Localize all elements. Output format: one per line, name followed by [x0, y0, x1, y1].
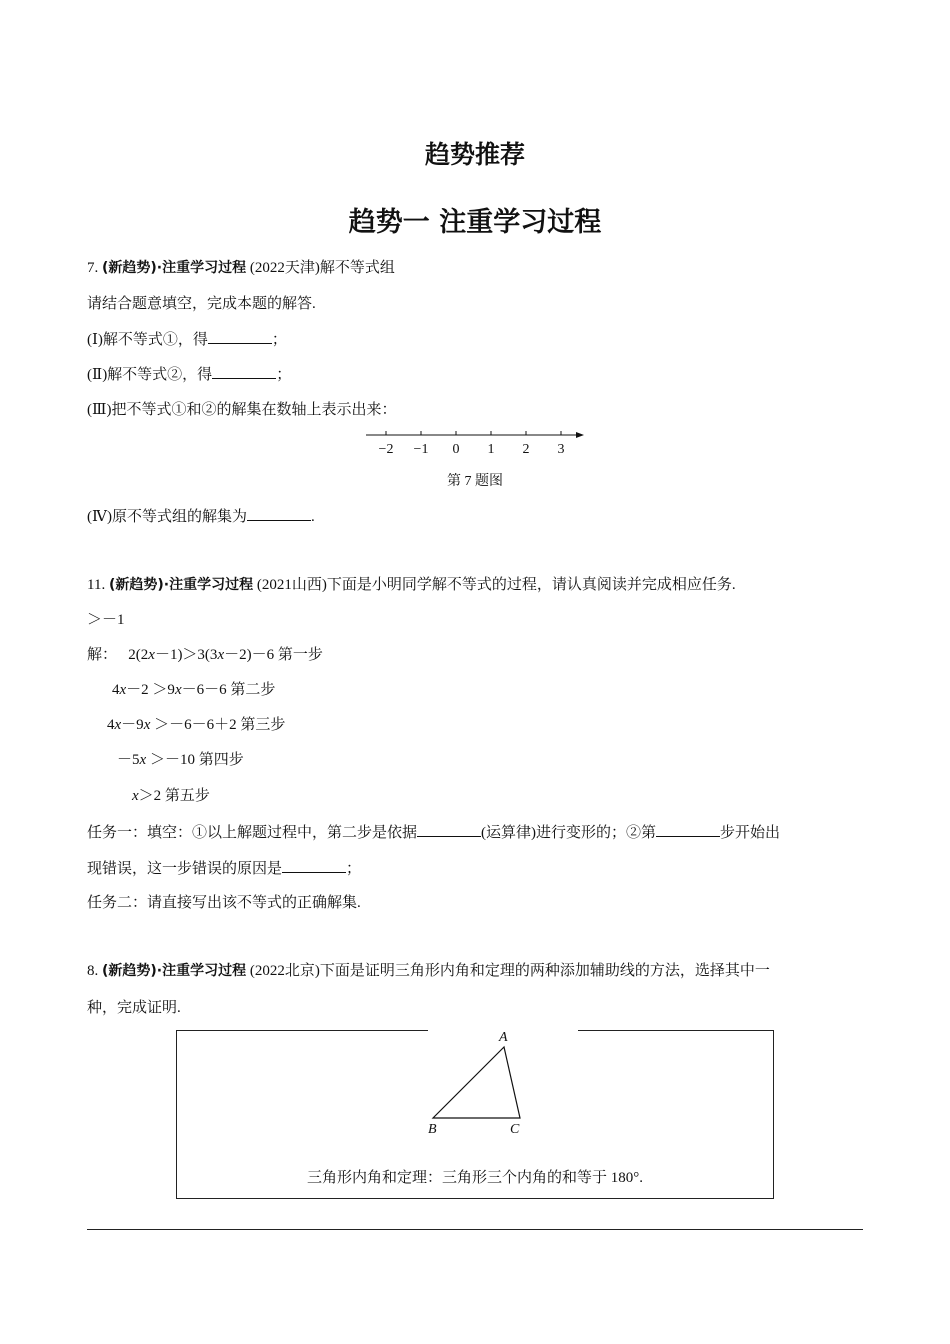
variable: x — [139, 752, 147, 768]
variable: x — [217, 647, 225, 663]
q7-part2-suffix: ； — [276, 367, 292, 383]
q11-source: (2021山西) — [256, 577, 327, 593]
theorem-statement: 三角形内角和定理：三角形三个内角的和等于 180°. — [306, 1170, 643, 1186]
step-text: 2(2 — [128, 647, 149, 663]
section-title: 趋势一 注重学习过程 — [348, 207, 602, 238]
task-1-text: 现错误，这一步错误的原因是 — [87, 861, 283, 877]
variable: x — [114, 717, 122, 733]
task-1-text: (运算律)进行变形的；②第 — [481, 825, 657, 841]
q11-heading — [87, 575, 736, 595]
q8-prompt-continued: 种，完成证明. — [87, 1000, 181, 1016]
solve-label: 解： — [87, 647, 118, 663]
variable: x — [119, 682, 127, 698]
q7-number: 7. — [87, 260, 99, 276]
vertex-c-label: C — [510, 1122, 520, 1137]
vertex-b-label: B — [428, 1122, 437, 1137]
answer-blank[interactable] — [247, 506, 311, 521]
solution-step-5 — [132, 786, 210, 806]
number-line-tick-label: −2 — [378, 442, 394, 457]
solution-step-1 — [87, 645, 323, 665]
q7-tag: (新趋势)·注重学习过程 — [102, 260, 247, 276]
q7-part1 — [87, 329, 287, 350]
number-line-tick-label: 2 — [522, 442, 530, 457]
q11-tag: (新趋势)·注重学习过程 — [108, 577, 254, 593]
task-1-text: 任务一：填空：①以上解题过程中，第二步是依据 — [87, 825, 418, 841]
task-1-line-2 — [87, 858, 361, 879]
step-text: －6－6 第二步 — [181, 682, 276, 698]
page-rule — [87, 1229, 863, 1230]
q7-part2 — [87, 364, 291, 385]
answer-blank[interactable] — [417, 822, 481, 837]
step-text: ＞－10 第四步 — [146, 752, 244, 768]
answer-blank[interactable] — [208, 329, 272, 344]
answer-blank[interactable] — [212, 364, 276, 379]
number-line-tick-label: 1 — [487, 442, 495, 457]
q7-part2-text: (Ⅱ)解不等式②，得 — [87, 367, 213, 383]
answer-blank[interactable] — [656, 822, 720, 837]
q8-source: (2022北京) — [249, 963, 320, 979]
task-1-text: ； — [346, 861, 362, 877]
q7-source: (2022天津) — [249, 260, 320, 276]
figure-caption: 第 7 题图 — [447, 474, 503, 489]
vertex-a-label: A — [499, 1030, 508, 1045]
step-text: 4 — [112, 682, 120, 698]
step-text: －1)＞3(3 — [154, 647, 218, 663]
variable: x — [132, 788, 139, 804]
step-text: －5 — [117, 752, 140, 768]
step-text: －2)－6 第一步 — [224, 647, 323, 663]
q7-part1-suffix: ； — [271, 332, 287, 348]
q7-part4-text: (Ⅳ)原不等式组的解集为 — [87, 509, 247, 525]
task-1-text: 步开始出 — [720, 825, 781, 841]
q8-tag: (新趋势)·注重学习过程 — [102, 963, 247, 979]
variable: x — [148, 647, 155, 663]
q7-part4-suffix: . — [310, 509, 315, 525]
number-line-arrow — [576, 432, 584, 438]
q7-part1-text: (Ⅰ)解不等式①，得 — [87, 332, 208, 348]
q7-prompt: 解不等式组 — [319, 260, 395, 276]
step-text: ＞2 第五步 — [138, 788, 210, 804]
variable: x — [174, 682, 182, 698]
q7-part3: (Ⅲ)把不等式①和②的解集在数轴上表示出来： — [87, 402, 397, 418]
triangle-figure — [420, 1025, 540, 1140]
variable: x — [143, 717, 151, 733]
q11-inequality-rhs: ＞－1 — [87, 612, 125, 628]
solution-step-2 — [112, 680, 275, 700]
number-line-figure — [360, 424, 590, 460]
q11-prompt: 下面是小明同学解不等式的过程，请认真阅读并完成相应任务. — [326, 577, 736, 593]
q8-prompt: 下面是证明三角形内角和定理的两种添加辅助线的方法，选择其中一 — [319, 963, 770, 979]
q7-intro: 请结合题意填空，完成本题的解答. — [87, 296, 316, 312]
number-line-tick-label: −1 — [413, 442, 429, 457]
task-2: 任务二：请直接写出该不等式的正确解集. — [87, 895, 361, 911]
step-text: －2 ＞9 — [126, 682, 175, 698]
solution-step-3 — [107, 715, 285, 735]
step-text: －9 — [121, 717, 144, 733]
triangle-abc — [433, 1047, 520, 1118]
solution-step-4 — [117, 750, 244, 770]
page-title: 趋势推荐 — [424, 140, 525, 169]
q7-heading — [87, 258, 395, 278]
q8-heading — [87, 961, 770, 981]
number-line-tick-label: 3 — [557, 442, 565, 457]
q8-number: 8. — [87, 963, 99, 979]
q7-part4 — [87, 506, 315, 527]
task-1-line-1 — [87, 822, 780, 843]
answer-blank[interactable] — [282, 858, 346, 873]
step-text: 4 — [107, 717, 115, 733]
number-line-tick-label: 0 — [452, 442, 460, 457]
step-text: ＞－6－6＋2 第三步 — [150, 717, 286, 733]
q11-number: 11. — [87, 577, 106, 593]
